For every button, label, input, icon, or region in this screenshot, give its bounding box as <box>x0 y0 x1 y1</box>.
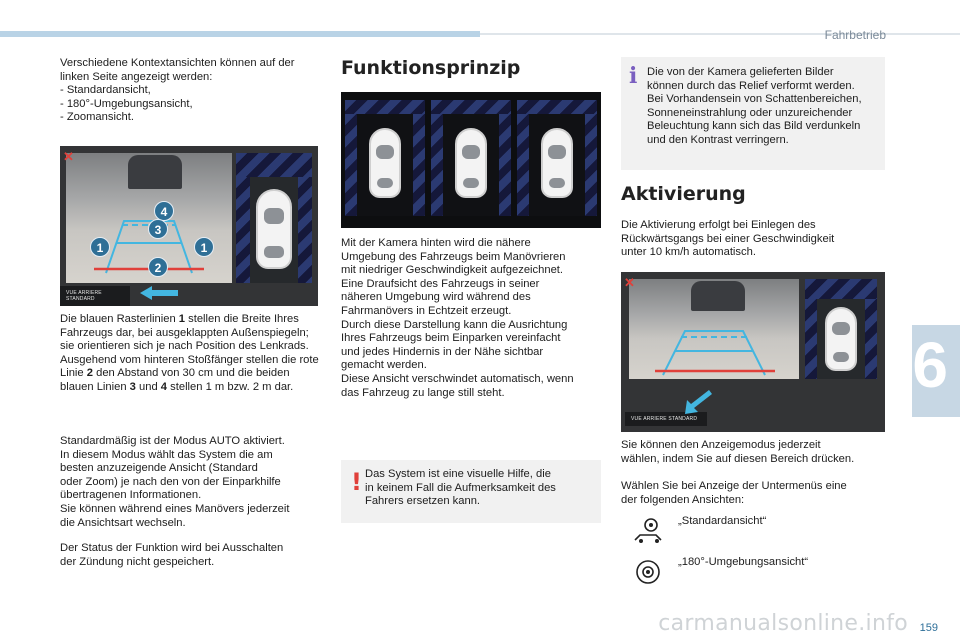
submenu-text: Wählen Sie bei Anzeige der Untermenüs eine der folgenden Ansichten: <box>621 480 847 506</box>
camera-view <box>66 153 232 283</box>
intro-line: linken Seite angezeigt werden: <box>60 70 213 83</box>
marker-badge-1: 1 <box>194 237 214 257</box>
marker-badge-3: 3 <box>148 219 168 239</box>
hatched-zone <box>236 153 312 177</box>
hatched-zone <box>236 177 250 283</box>
arrow-down-left-icon <box>683 388 713 416</box>
arrow-left-icon <box>140 285 180 301</box>
info-box <box>621 57 885 170</box>
standard-view-icon <box>632 516 666 544</box>
status-text: Der Status der Funktion wird bei Ausschalten der Zündung nicht gespeichert. <box>60 542 284 568</box>
warning-box <box>341 460 601 523</box>
marker-badge-2: 2 <box>148 257 168 277</box>
rear-camera-figure <box>60 146 318 306</box>
hatched-zone <box>517 114 529 216</box>
guide-lines <box>629 279 799 379</box>
info-text: Die von der Kamera gelieferten Bilder können durch das Relief verformt werden. Bei Vorhandensein von Schattenbereichen, Sonneneinstrahlung oder unzureichender Beleuchtung kann sich das Bild verdunkeln und den Kontrast verringern. <box>647 66 862 146</box>
hatched-zone <box>345 100 425 114</box>
view-list-item: - Zoomansicht. <box>60 111 134 124</box>
diagram-panel-2 <box>431 100 511 216</box>
hatched-zone <box>431 100 511 114</box>
car-top-icon <box>455 128 487 198</box>
hatched-zone <box>805 279 877 299</box>
hatched-zone <box>431 114 443 216</box>
section-heading: Funktionsprinzip <box>341 57 521 79</box>
hatched-zone <box>865 299 877 379</box>
auto-mode-text: Standardmäßig ist der Modus AUTO aktiviert. In diesem Modus wählt das System die am besten anzuzeigende Ansicht (Standard oder Zoom) je nach den von der Einparkhilfe übertragenen Informationen. Sie können während eines Manövers jederzeit die Ansichtsart wechseln. <box>60 435 290 529</box>
option-surround-view: „180°-Umgebungsansicht“ <box>678 556 809 568</box>
view-mode-label: VUE ARRIERE STANDARD <box>625 412 707 426</box>
hatched-zone <box>585 114 597 216</box>
function-diagram <box>341 92 601 228</box>
diagram-panel-3 <box>517 100 597 216</box>
activation-text: Die Aktivierung erfolgt bei Einlegen des Rückwärtsgangs bei einer Geschwindigkeit unter 10 km/h automatisch. <box>621 219 835 259</box>
top-view <box>236 153 312 283</box>
close-icon: ✕ <box>624 275 635 290</box>
watermark: carmanualsonline.info <box>658 611 908 636</box>
hatched-zone <box>517 100 597 114</box>
top-view <box>805 279 877 379</box>
chapter-number: 6 <box>912 329 948 401</box>
marker-badge-1: 1 <box>90 237 110 257</box>
hatched-zone <box>413 114 425 216</box>
hatched-zone <box>805 299 817 379</box>
info-icon: i <box>629 63 638 89</box>
view-list-item: - 180°-Umgebungsansicht, <box>60 97 193 110</box>
intro-line: Verschiedene Kontextansichten können auf der <box>60 57 295 69</box>
view-list-item: - Standardansicht, <box>60 84 151 97</box>
header-rule <box>480 33 960 35</box>
camera-view <box>629 279 799 379</box>
grid-lines-explanation: Die blauen Rasterlinien 1 stellen die Breite Ihres Fahrzeugs dar, bei ausgeklappten Außenspiegeln; sie orientieren sich je nach Position des Lenkrads. Ausgehend vom hinteren Stoßfänger stellen die rote Linie 2 den Abstand von 30 cm und die beiden blauen Linien 3 und 4 stellen 1 m bzw. 2 m dar. <box>60 313 319 393</box>
car-top-icon <box>541 128 573 198</box>
view-mode-label: VUE ARRIERE STANDARD <box>60 286 130 306</box>
display-mode-text: Sie können den Anzeigemodus jederzeit wählen, indem Sie auf diesen Bereich drücken. <box>621 439 855 465</box>
page-number: 159 <box>919 622 938 634</box>
surround-view-icon <box>634 558 662 586</box>
section-title: Fahrbetrieb <box>824 28 886 42</box>
warning-icon: ! <box>351 468 362 496</box>
header-bar <box>0 31 480 37</box>
hatched-zone <box>499 114 511 216</box>
function-description: Mit der Kamera hinten wird die nähere Umgebung des Fahrzeugs beim Manövrieren mit niedriger Geschwindigkeit aufgezeichnet. Eine Draufsicht des Fahrzeugs in seiner näheren Umgebung wird während des Fahrmanövers in Echtzeit erzeugt. Durch diese Darstellung kann die Ausrichtung Ihres Fahrzeugs beim Einparken vereinfacht und jedes Hindernis in der Nähe sichtbar gemacht werden. Diese Ansicht verschwindet automatisch, wenn das Fahrzeug zu lange still steht. <box>341 237 574 399</box>
hatched-zone <box>345 114 357 216</box>
warning-text: Das System ist eine visuelle Hilfe, die in keinem Fall die Aufmerksamkeit des Fahrers ersetzen kann. <box>365 468 556 508</box>
hatched-zone <box>298 177 312 283</box>
diagram-panel-1 <box>345 100 425 216</box>
intro-text <box>60 57 325 125</box>
car-top-icon <box>369 128 401 198</box>
car-top-icon <box>256 189 292 269</box>
option-standard-view: „Standardansicht“ <box>678 515 767 527</box>
marker-badge-4: 4 <box>154 201 174 221</box>
car-top-icon <box>825 307 857 371</box>
close-icon: ✕ <box>63 149 74 164</box>
activation-figure <box>621 272 885 432</box>
section-heading: Aktivierung <box>621 183 746 205</box>
